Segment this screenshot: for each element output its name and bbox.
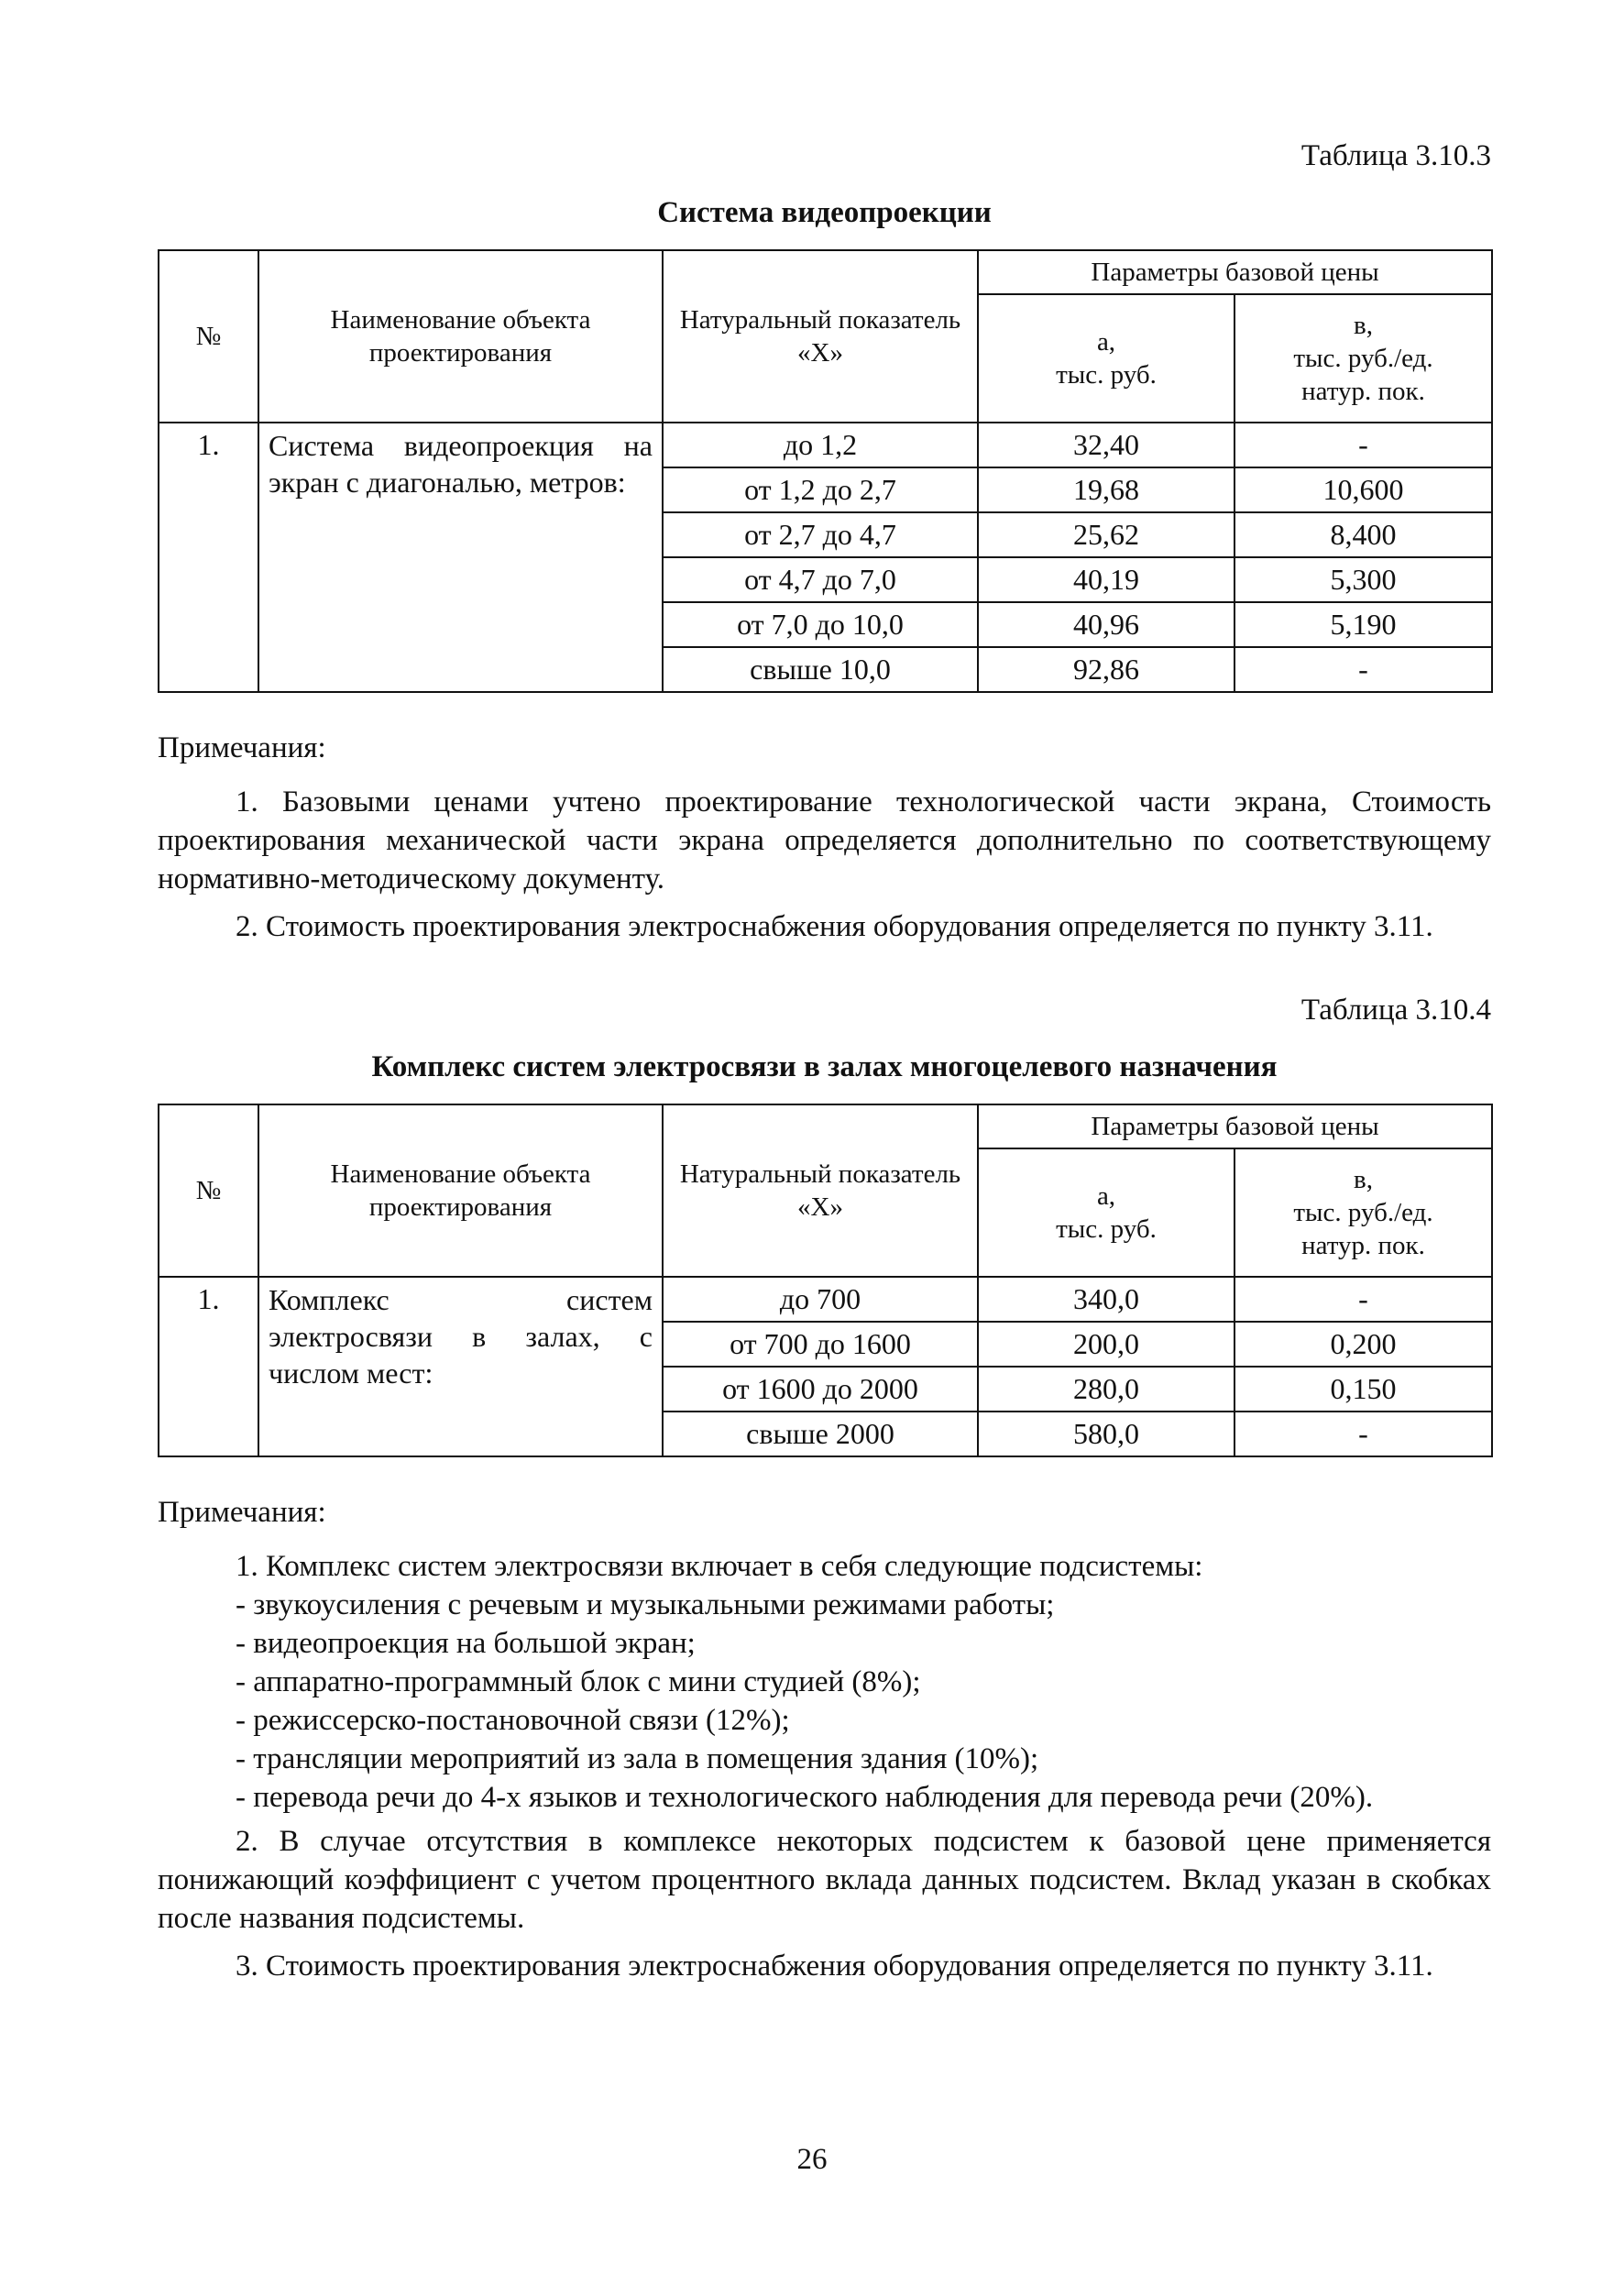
cell-x: от 7,0 до 10,0: [663, 602, 978, 647]
cell-b: -: [1234, 1412, 1492, 1456]
cell-b: 8,400: [1234, 512, 1492, 557]
cell-a: 40,19: [978, 557, 1234, 602]
cell-b: 0,200: [1234, 1322, 1492, 1367]
table-title: Система видеопроекции: [657, 196, 992, 229]
price-table: [158, 249, 1493, 693]
note-paragraph: 1. Комплекс систем электросвязи включает в себя следующие подсистемы:: [236, 1550, 1203, 1583]
col-header-no: №: [159, 250, 258, 423]
table-row: [159, 423, 1492, 467]
col-header-b: в, тыс. руб./ед. натур. пок.: [1234, 1148, 1492, 1277]
row-name: Система видеопроекция на экран с диагональю, метров:: [258, 423, 663, 692]
col-header-a: а, тыс. руб.: [978, 1148, 1234, 1277]
list-item: - режиссерско-постановочной связи (12%);: [236, 1704, 790, 1737]
cell-b: 10,600: [1234, 467, 1492, 512]
notes-heading: Примечания:: [158, 1496, 326, 1529]
cell-b: 5,190: [1234, 602, 1492, 647]
note-paragraph: 2. Стоимость проектирования электроснабжения оборудования определяется по пункту 3.11.: [236, 910, 1433, 943]
cell-a: 200,0: [978, 1322, 1234, 1367]
notes-heading: Примечания:: [158, 731, 326, 764]
list-item: - звукоусиления с речевым и музыкальными режимами работы;: [236, 1588, 1055, 1621]
price-table: [158, 1104, 1493, 1457]
cell-x: от 4,7 до 7,0: [663, 557, 978, 602]
cell-a: 32,40: [978, 423, 1234, 467]
cell-x: свыше 2000: [663, 1412, 978, 1456]
col-header-name: Наименование объекта проектирования: [258, 250, 663, 423]
cell-x: свыше 10,0: [663, 647, 978, 692]
col-header-no: №: [159, 1104, 258, 1277]
cell-a: 92,86: [978, 647, 1234, 692]
col-header-params: Параметры базовой цены: [978, 250, 1492, 294]
cell-b: -: [1234, 1277, 1492, 1322]
cell-x: до 700: [663, 1277, 978, 1322]
page-number: 26: [796, 2143, 828, 2176]
cell-b: 0,150: [1234, 1367, 1492, 1412]
cell-x: от 1,2 до 2,7: [663, 467, 978, 512]
row-number: 1.: [159, 423, 258, 692]
col-header-natural: Натуральный показатель «X»: [663, 1104, 978, 1277]
cell-x: от 2,7 до 4,7: [663, 512, 978, 557]
row-number: 1.: [159, 1277, 258, 1456]
col-header-params: Параметры базовой цены: [978, 1104, 1492, 1148]
col-header-name: Наименование объекта проектирования: [258, 1104, 663, 1277]
list-item: - трансляции мероприятий из зала в помещения здания (10%);: [236, 1742, 1039, 1775]
cell-x: до 1,2: [663, 423, 978, 467]
table-title: Комплекс систем электросвязи в залах многоцелевого назначения: [371, 1050, 1278, 1083]
note-paragraph: 2. В случае отсутствия в комплексе некоторых подсистем к базовой цене применяется понижающий коэффициент с учетом процентного вклада данных подсистем. Вклад указан в скобках после названия подсистемы.: [158, 1825, 1491, 1935]
cell-a: 280,0: [978, 1367, 1234, 1412]
cell-a: 340,0: [978, 1277, 1234, 1322]
col-header-a: а, тыс. руб.: [978, 294, 1234, 423]
cell-x: от 700 до 1600: [663, 1322, 978, 1367]
row-name: Комплекс систем электросвязи в залах, с числом мест:: [258, 1277, 663, 1456]
cell-a: 580,0: [978, 1412, 1234, 1456]
cell-a: 40,96: [978, 602, 1234, 647]
table-number: Таблица 3.10.3: [1300, 139, 1491, 172]
col-header-b: в, тыс. руб./ед. натур. пок.: [1234, 294, 1492, 423]
note-paragraph: 3. Стоимость проектирования электроснабжения оборудования определяется по пункту 3.11.: [236, 1950, 1433, 1983]
list-item: - перевода речи до 4-х языков и технологического наблюдения для перевода речи (20%).: [236, 1781, 1374, 1814]
cell-x: от 1600 до 2000: [663, 1367, 978, 1412]
cell-b: -: [1234, 423, 1492, 467]
cell-a: 25,62: [978, 512, 1234, 557]
col-header-natural: Натуральный показатель «X»: [663, 250, 978, 423]
table-number: Таблица 3.10.4: [1300, 994, 1491, 1027]
note-paragraph: 1. Базовыми ценами учтено проектирование технологической части экрана, Стоимость проектирования механической части экрана определяется дополнительно по соответствующему нормативно-методическому документу.: [158, 785, 1491, 895]
cell-b: -: [1234, 647, 1492, 692]
list-item: - аппаратно-программный блок с мини студией (8%);: [236, 1665, 921, 1698]
document-page: [158, 137, 1491, 1994]
list-item: - видеопроекция на большой экран;: [236, 1627, 696, 1660]
cell-b: 5,300: [1234, 557, 1492, 602]
cell-a: 19,68: [978, 467, 1234, 512]
table-row: [159, 1277, 1492, 1322]
